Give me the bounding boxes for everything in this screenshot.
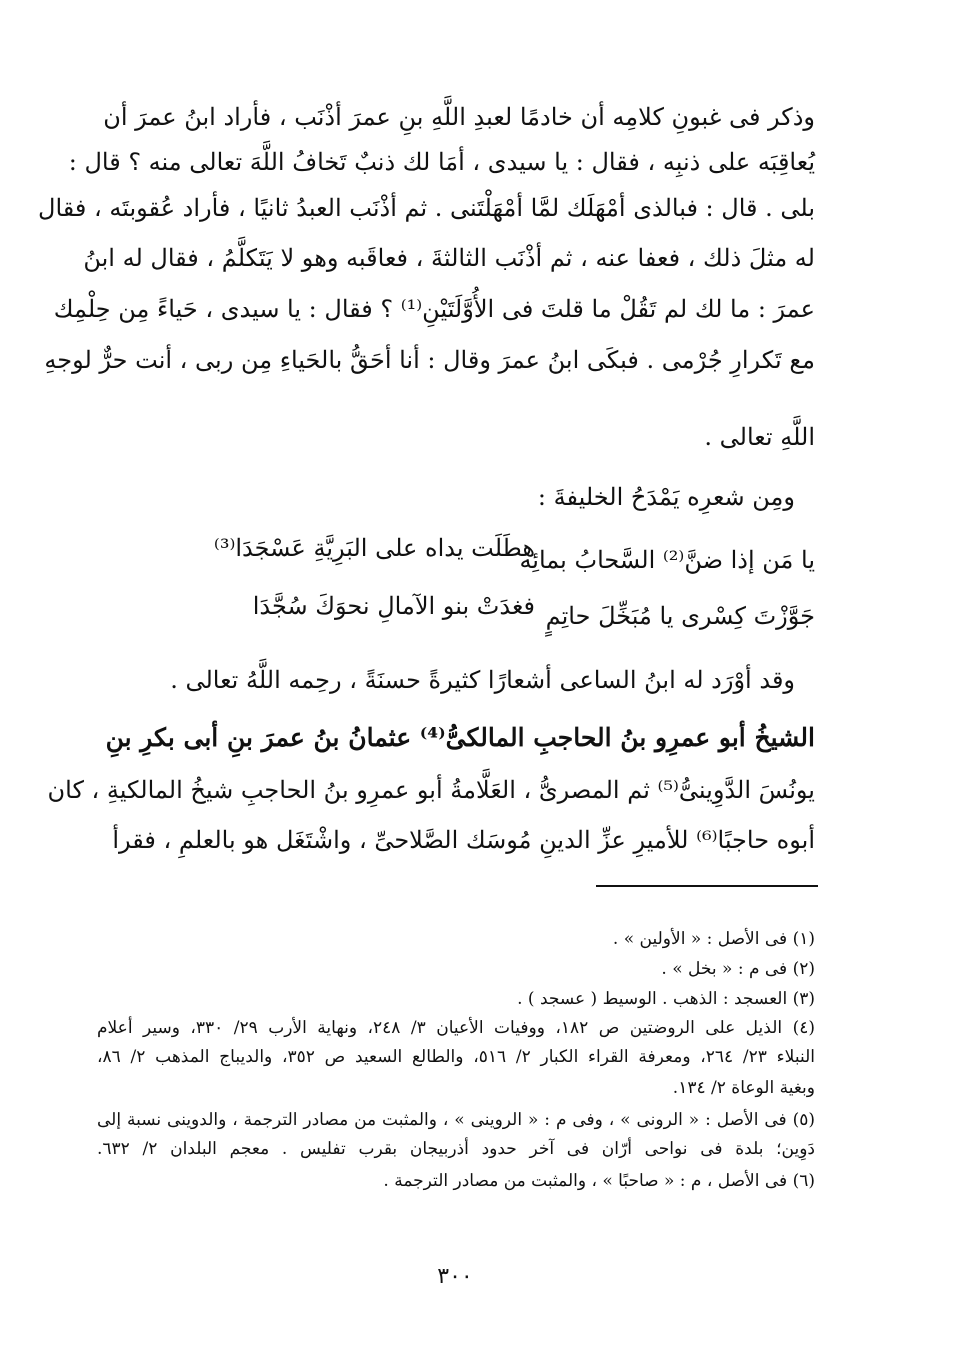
poem-intro: ومِن شعرِه يَمْدَحُ الخليفةَ : (537, 483, 795, 511)
body-line-4: له مثلَ ذلك ، فعفا عنه ، ثم أذْنَب الثالثةَ ، فعاقَبه وهو لا يَتَكلَّمُ ، فقال له ابنُ (83, 244, 815, 272)
footnote-6: (٦) فى الأصل ، م : « صاحبًا » ، والمثبت من مصادر الترجمة . (383, 1171, 815, 1191)
footnote-3: (٣) العسجد : الذهب . الوسيط ( عسجد ) . (517, 989, 815, 1009)
footnote-separator (596, 885, 818, 887)
closing-line: وقد أوْرَد له ابنُ الساعى أشعارًا كثيرةً حسنَةً ، رحِمه اللَّهُ تعالى . (170, 666, 795, 694)
entry-line-2: يونُسَ الدَّوِينىُّ⁽⁵⁾ ثم المصرىُّ ، العَلَّامةُ أبو عمرِو بنُ الحاجبِ شيخُ المالكيةِ ، كان (47, 776, 815, 804)
footnote-4-line-2: النبلاء ٢٣/ ٢٦٤، ومعرفة القراء الكبار ٢/ ٥١٦، والطالع السعيد ص ٣٥٢، والديباج المذهب ٢/ ٨٦، (97, 1047, 815, 1067)
footnote-4-line-3: وبغية الوعاة ٢/ ١٣٤. (672, 1078, 815, 1098)
verse-1-second-hemistich: هطَلَت يداه على البَرِيَّةِ عَسْجَدَا⁽³⁾ (213, 534, 535, 562)
body-line-6: مع تَكرارِ جُرْمى . فبكَى ابنُ عمرَ وقال : أنا أحَقُّ بالحَياءِ مِن ربى ، أنت حرٌّ لوجهِ (44, 346, 815, 374)
footnote-4-line-1: (٤) الذيل على الروضتين ص ١٨٢، ووفيات الأعيان ٣/ ٢٤٨، ونهاية الأرب ٢٩/ ٣٣٠، وسير أعلام (97, 1018, 815, 1038)
verse-2-second-hemistich: فغدَتْ بنو الآمالِ نحوَكَ سُجَّدَا (252, 592, 535, 620)
body-line-2: يُعاقِبَه على ذنبِه ، فقال : يا سيدى ، أمَا لك ذنبٌ تَخافُ اللَّهَ تعالى منه ؟ قال : (68, 148, 815, 176)
body-line-7: اللَّهِ تعالى . (704, 423, 815, 451)
verse-2-first-hemistich: جَوَّزْتَ كِسْرى يا مُبَخِّلَ حاتِمٍ (545, 602, 815, 630)
entry-line-3: أبوه حاجبًا⁽⁶⁾ للأميرِ عزِّ الدينِ مُوسَك الصَّلاحىِّ ، واشْتَغَل هو بالعلمِ ، فقرأ (112, 826, 815, 854)
entry-heading-line-1: الشيخُ أبو عمرِو بنُ الحاجبِ المالكىُّ⁽⁴⁾ عثمانُ بنُ عمرَ بنِ أبى بكرِ بنِ (105, 723, 815, 752)
footnote-1: (١) فى الأصل : « الأولين » . (612, 929, 815, 949)
footnote-5-line-2: دَوِين؛ بلدة فى نواحى أرّان فى آخر حدود أذربيجان بقرب تفليس . معجم البلدان ٢/ ٦٣٢. (97, 1139, 815, 1159)
footnote-5-line-1: (٥) فى الأصل : « الرونى » ، وفى م : « الروينى » ، والمثبت من مصادر الترجمة ، والدوينى نسبة إلى (97, 1110, 815, 1130)
verse-1-first-hemistich: يا مَن إذا ضنَّ⁽²⁾ السَّحابُ بمائِه (519, 546, 815, 574)
body-line-1: وذكر فى غبونِ كلامِه أن خادمًا لعبدِ اللَّهِ بنِ عمرَ أذْنَب ، فأراد ابنُ عمرَ أن (103, 103, 815, 131)
body-line-3: بلى . قال : فبالذى أمْهَلَك لمَّا أمْهَلْتَنى . ثم أذْنَب العبدُ ثانيًا ، فأراد عُقوبتَه ، فقال (38, 194, 815, 222)
page-number: ٣٠٠ (437, 1264, 473, 1289)
footnote-2: (٢) فى م : « بخل » . (661, 959, 815, 979)
body-line-5: عمرَ : ما لك لم تَقُلْ ما قلتَ فى الأُوَّلَتَيْنِ⁽¹⁾ ؟ فقال : يا سيدى ، حَياءً مِن حِلْمِك (53, 295, 815, 323)
